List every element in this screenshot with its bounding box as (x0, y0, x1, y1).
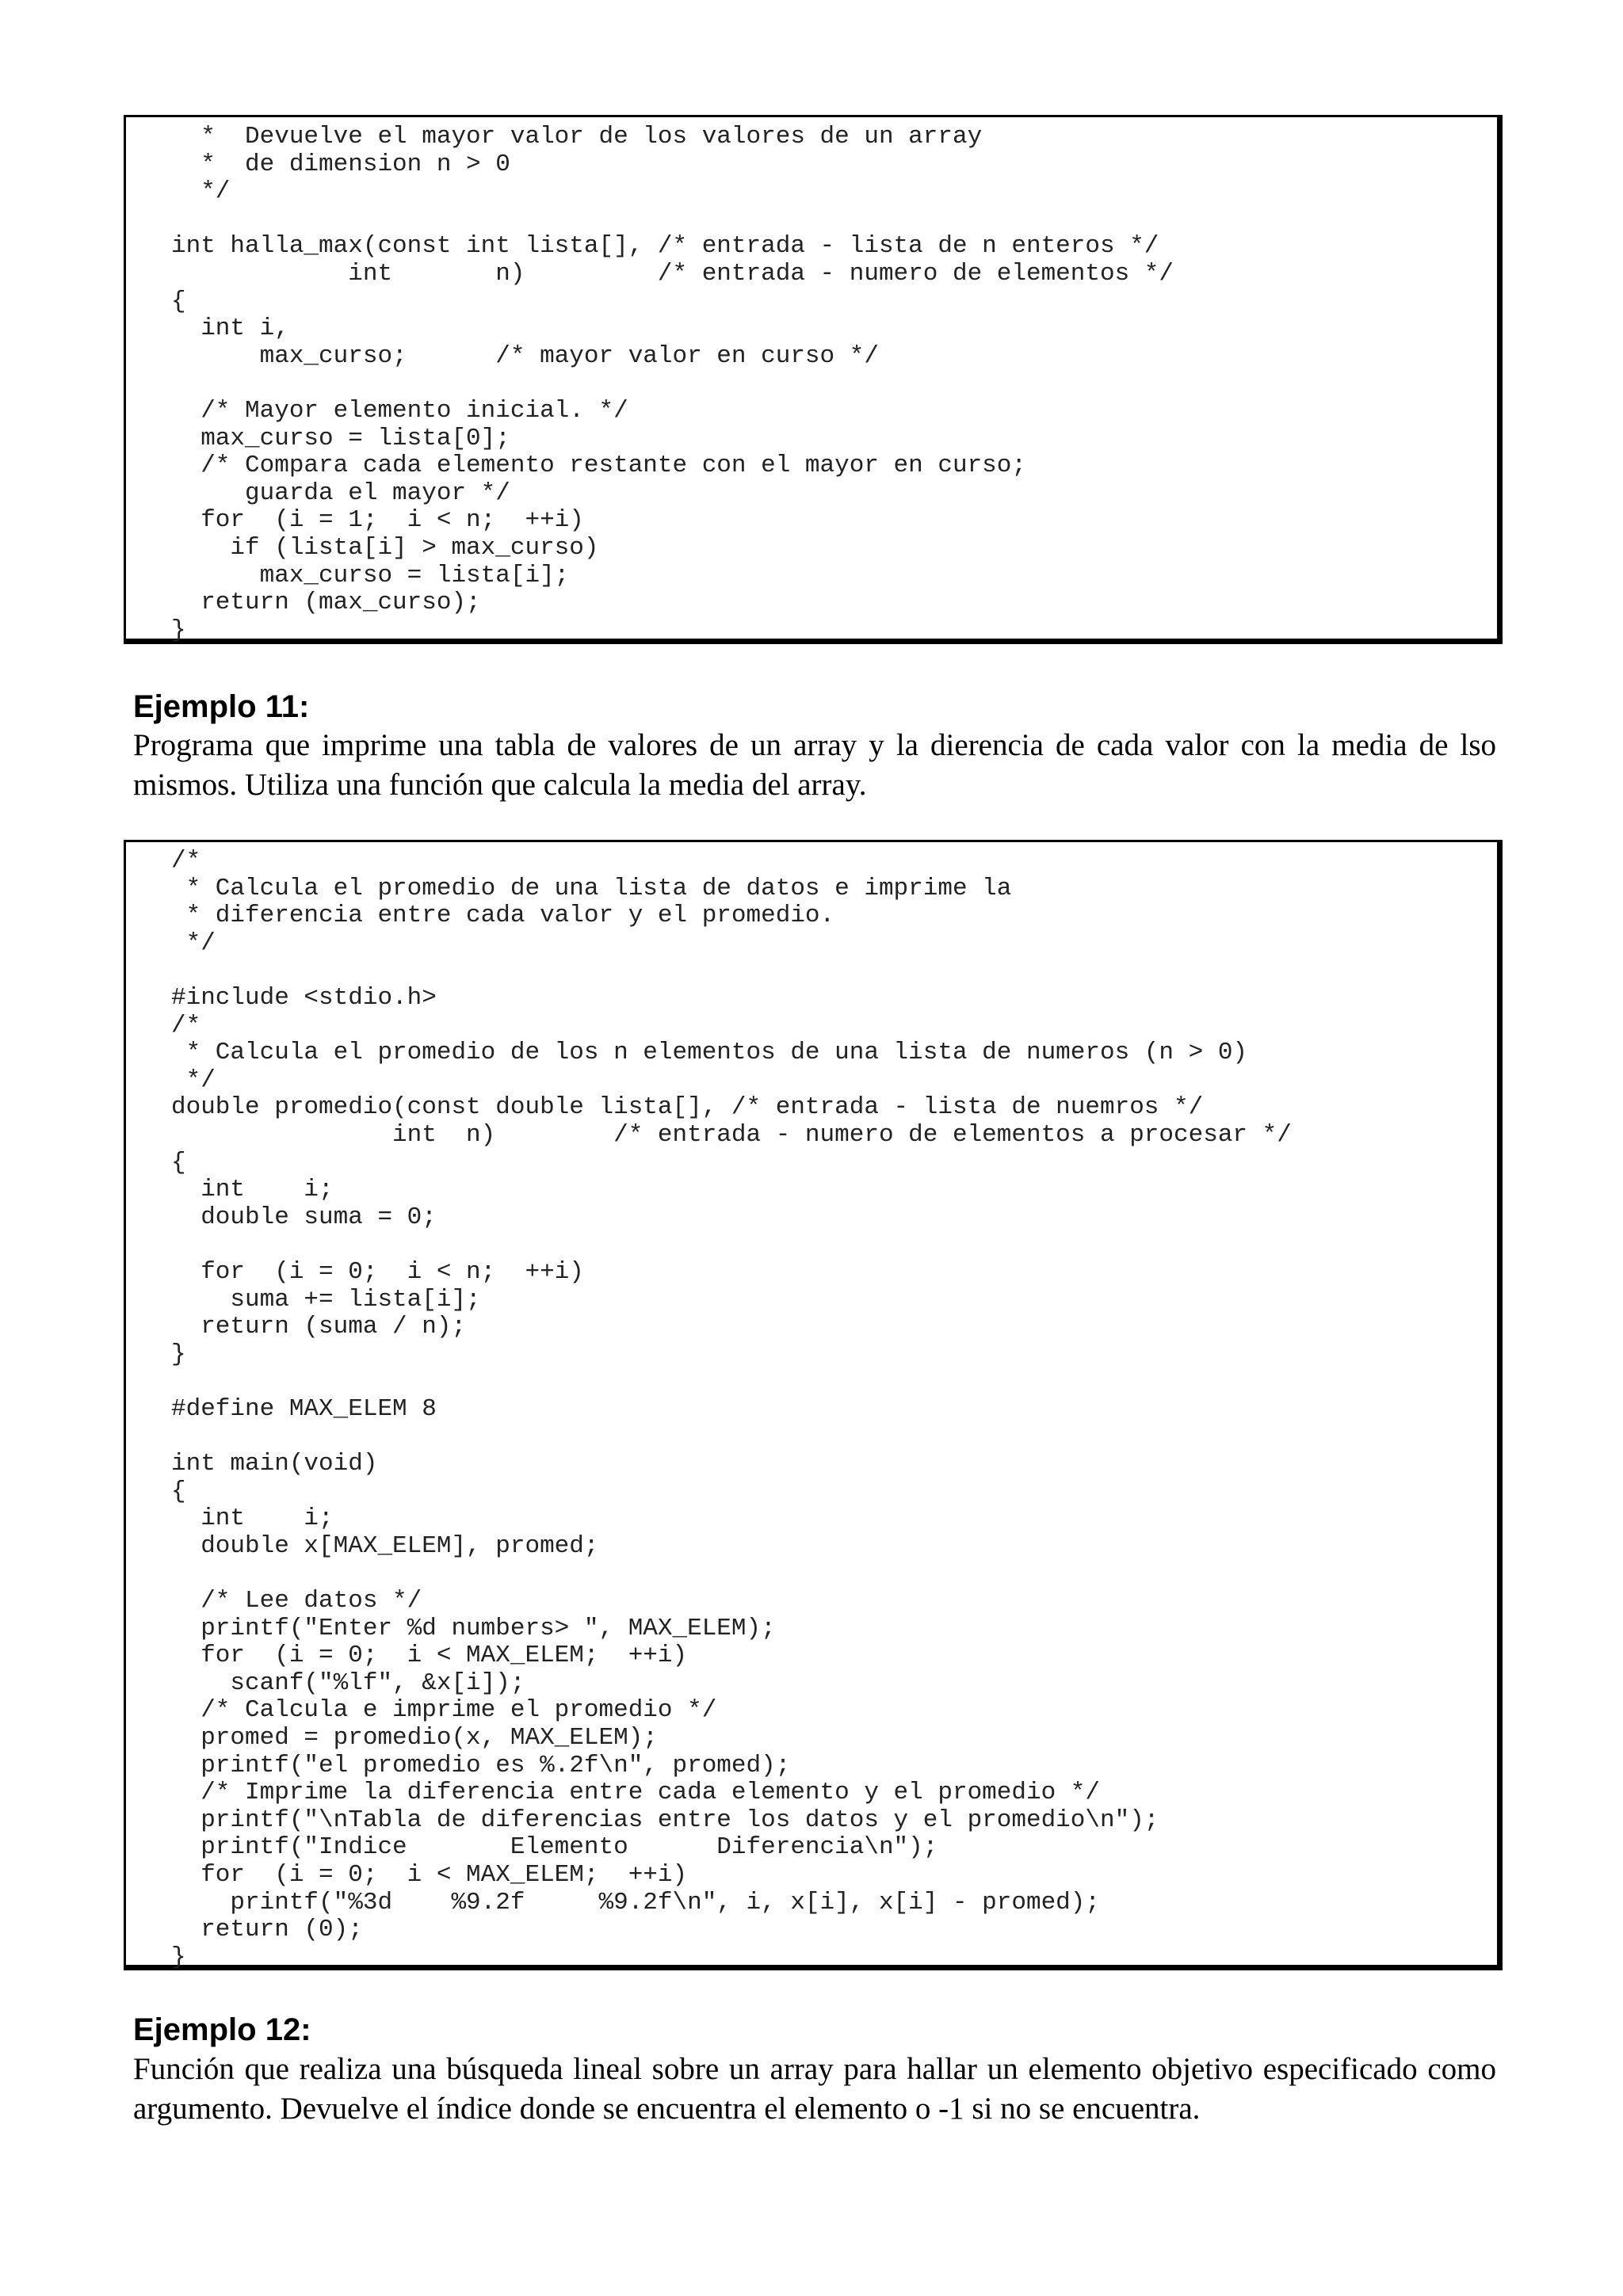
example-11-description: Programa que imprime una tabla de valores de un array y la dierencia de cada valor con la media de lso mismos. Utiliza una función que calcula la media del array. (133, 728, 1496, 802)
code-text: * Devuelve el mayor valor de los valores de un array * de dimension n > 0 */ int halla_max(const int lista[], /* entrada - lista de n enteros */ int n) /* entrada - numero de elementos */ { int i, max_curso; /* mayor valor en curso */ /* Mayor elemento inicial. */ max_curso = lista[0]; /* Compara cada elemento restante con el mayor en curso; guarda el mayor */ for (i = 1; i < n; ++i) if (lista[i] > max_curso) max_curso = lista[i]; return (max_curso); } (171, 123, 1174, 644)
example-12-heading: Ejemplo 12: (133, 2012, 311, 2047)
code-block-halla-max (124, 115, 1503, 644)
code-block-promedio (124, 840, 1503, 1970)
code-text: /* * Calcula el promedio de una lista de datos e imprime la * diferencia entre cada valor y el promedio. */ #include <stdio.h> /* * Calcula el promedio de los n elementos de una lista de numeros (n > 0) */ double promedio(const double lista[], /* entrada - lista de nuemros */ int n) /* entrada - numero de elementos a procesar */ { int i; double suma = 0; for (i = 0; i < n; ++i) suma += lista[i]; return (suma / n); } #define MAX_ELEM 8 int main(void) { int i; double x[MAX_ELEM], promed; /* Lee datos */ printf("Enter %d numbers> ", MAX_ELEM); for (i = 0; i < MAX_ELEM; ++i) scanf("%lf", &x[i]); /* Calcula e imprime el promedio */ promed = promedio(x, MAX_ELEM); printf("el promedio es %.2f\n", promed); /* Imprime la diferencia entre cada elemento y el promedio */ printf("\nTabla de diferencias entre los datos y el promedio\n"); printf("Indice Elemento Diferencia\n"); for (i = 0; i < MAX_ELEM; ++i) printf("%3d %9.2f %9.2f\n", i, x[i], x[i] - promed); return (0); } (171, 847, 1292, 1971)
example-11-heading: Ejemplo 11: (133, 689, 310, 724)
example-12-description: Función que realiza una búsqueda lineal sobre un array para hallar un elemento objetivo especificado como argumento. Devuelve el índice donde se encuentra el elemento o -1 si no se encuentra. (133, 2052, 1496, 2126)
